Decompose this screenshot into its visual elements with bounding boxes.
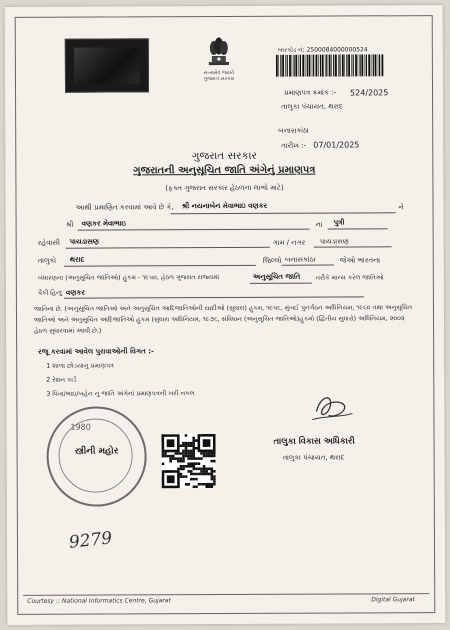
document-item: 2 રેશન કાર્ડ (46, 376, 77, 384)
cert-number: 524/2025 (350, 88, 389, 98)
verification-qr-code (162, 434, 216, 488)
officer-signature (306, 391, 356, 427)
relation-value: પુત્રી (333, 218, 345, 227)
signatory-title: તાલુકા વિકાસ અધિકારી (273, 436, 355, 447)
legal-paragraph: જાતિના છે. (અનુસૂચિત જાતિઓ અને અનુસૂચિત આદિજાતિઓની યાદીઓ (સુધારા) હુકમ, ૧૯૫૬, મુંબઈ પુનર્ગઠન અધિનિયમ, ૧૯૬૦ તથા અનુસૂચિત જાતિઓ અને અનુસૂચિત આદિજાતિઓ હુકમ (સુધારા અધિનિયમ, ૧૯૭૬, સંવિધાન (અનુસૂચિત જાતિઓ)હુકમો (દ્વિતીય સુધારો) અધિનિયમ, ૨૦૦૨ હેઠળ સુધારવામાં આવી છે.) (33, 304, 413, 335)
certificate-subtitle: (ફક્ત ગુજરાત સરકાર હેઠળના લાભો માટે) (165, 183, 284, 193)
state-emblem-icon (201, 34, 237, 70)
relation-label: ના (315, 220, 323, 229)
issue-date-label: તારીખ :- (281, 141, 307, 150)
official-seal (46, 406, 146, 506)
taluka-value: થરાદ (69, 255, 85, 264)
relative-name: વણકર મેવાભાઇ (81, 219, 126, 228)
seal-number: 1980 (70, 422, 91, 432)
issue-date: 07/01/2025 (313, 140, 360, 150)
applicant-photo (65, 38, 149, 92)
relative-prefix: શ્રી (65, 220, 74, 229)
residence-value: પાયડાસણ (69, 237, 100, 246)
village-label: ગામ / નગર (272, 238, 306, 247)
district-value: બનાસકાંઠા (284, 255, 316, 264)
issuing-office: તાલુકા પંચાયત, થરાદ (281, 102, 343, 111)
cert-number-label: પ્રમાણપત્ર ક્રમાંક :- (284, 88, 337, 97)
certificate-title: ગુજરાતની અનુસૂચિત જાતિ અંગેનું પ્રમાણપત્ર (133, 164, 316, 177)
header-district: બનાસકાંઠા (278, 126, 309, 135)
seal-text: સ્ત્રીની મહોર (74, 446, 119, 457)
certificate-page (5, 5, 446, 625)
caste-value: વણકર (65, 288, 85, 297)
footer-courtesy: Courtesy :: National Informatics Centre, Gujarat (27, 597, 171, 605)
constitution-text: બંધારણના (અનુસૂચિત જાતિઓ) હુકમ - ૧૯૫૦, હેઠળ ગુજરાત રાજ્યમાં (37, 274, 220, 282)
document-item: 1 શાળા છોડયાનુ પ્રમાણપત્ર (46, 362, 114, 370)
recognized-text: તરીકે માન્ય કરેલ જાતિઓ (315, 274, 384, 282)
signatory-office: તાલુકા પંચાયત, થરાદ (282, 453, 345, 462)
te-suffix: ને (398, 203, 404, 212)
residence-label: રહેવાસી (37, 238, 61, 247)
applicant-name: શ્રી નયનાબેન મેવાભાઇ વણકર (181, 201, 268, 211)
emblem-caption: સત્યમેવ જયતે ગુજરાત સરકાર (203, 69, 235, 83)
caste-category: અનુસૂચિત જાતિ (252, 272, 301, 281)
document-item: 3 પિતા/ભાઇ/બહેન નુ જાતિ અંગેનાં પ્રમાણપત્રની ખરી નકલ (46, 390, 195, 398)
caste-prefix: પૈકી હિન્દુ (37, 289, 63, 297)
village-value: પાયડાસણ (319, 237, 350, 246)
intro-text: આથી પ્રમાણિત કરવામાં આવે છે કે, (75, 203, 174, 212)
district-label: જિલ્લો (262, 256, 282, 265)
government-title: ગુજરાત સરકાર (191, 149, 257, 163)
barcode-label: બારકોડ નં: 2500084000000524 (277, 46, 368, 54)
documents-heading: રજૂ કરવામાં આવેલ પુરાવાઓની વિગત :- (38, 347, 154, 356)
taluka-label: તાલુકો (37, 256, 57, 265)
barcode (276, 54, 386, 76)
footer-brand: Digital Gujarat (371, 596, 415, 604)
handwritten-note: 9279 (68, 528, 114, 553)
state-label: જેઓ ભારતના (339, 256, 381, 265)
